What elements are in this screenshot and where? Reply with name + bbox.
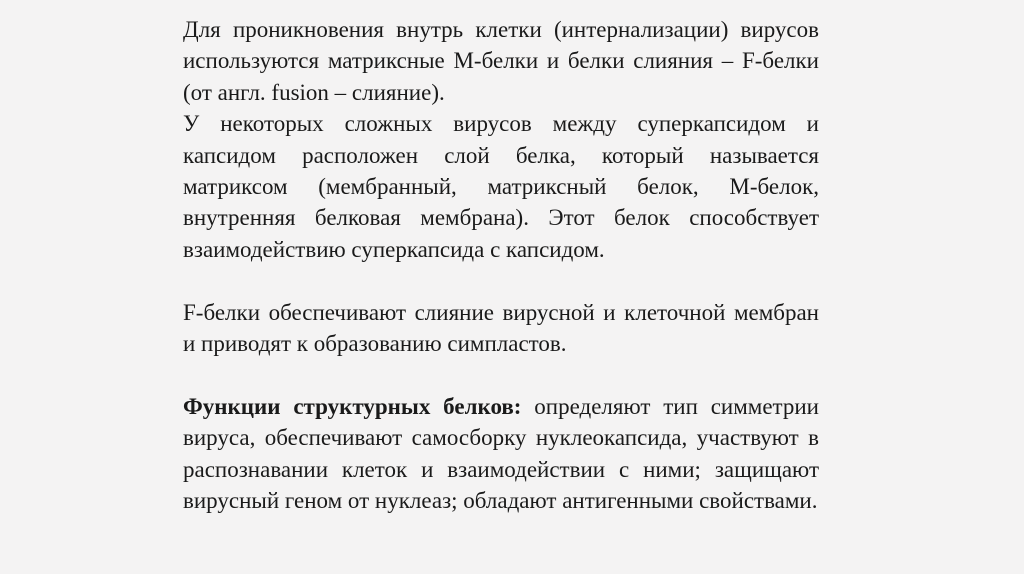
functions-heading: Функции структурных белков: <box>183 393 522 419</box>
slide-text <box>183 14 819 516</box>
paragraph-functions <box>183 391 819 517</box>
paragraph-matrix: У некоторых сложных вирусов между суперкапсидом и капсидом расположен слой белка, который называется матриксом (мембранный, матриксный белок, М-белок, внутренняя белковая мембрана). Этот белок способствует взаимодействию суперкапсида с капсидом. <box>183 111 819 262</box>
spacer <box>183 359 819 390</box>
functions-text: определяют тип симметрии вируса, обеспечивают самосборку нуклеокапсида, участвуют в распознавании клеток и взаимодействии с ними; защищают вирусный геном от нуклеаз; обладают антигенными свойствами. <box>183 393 819 514</box>
spacer <box>183 265 819 296</box>
paragraph-f-proteins: F-белки обеспечивают слияние вирусной и клеточной мембран и приводят к образованию симпластов. <box>183 299 819 357</box>
paragraph-internalization: Для проникновения внутрь клетки (интернализации) вирусов используются матриксные М-белки и белки слияния – F-белки (от англ. fusion – слияние). <box>183 17 819 105</box>
